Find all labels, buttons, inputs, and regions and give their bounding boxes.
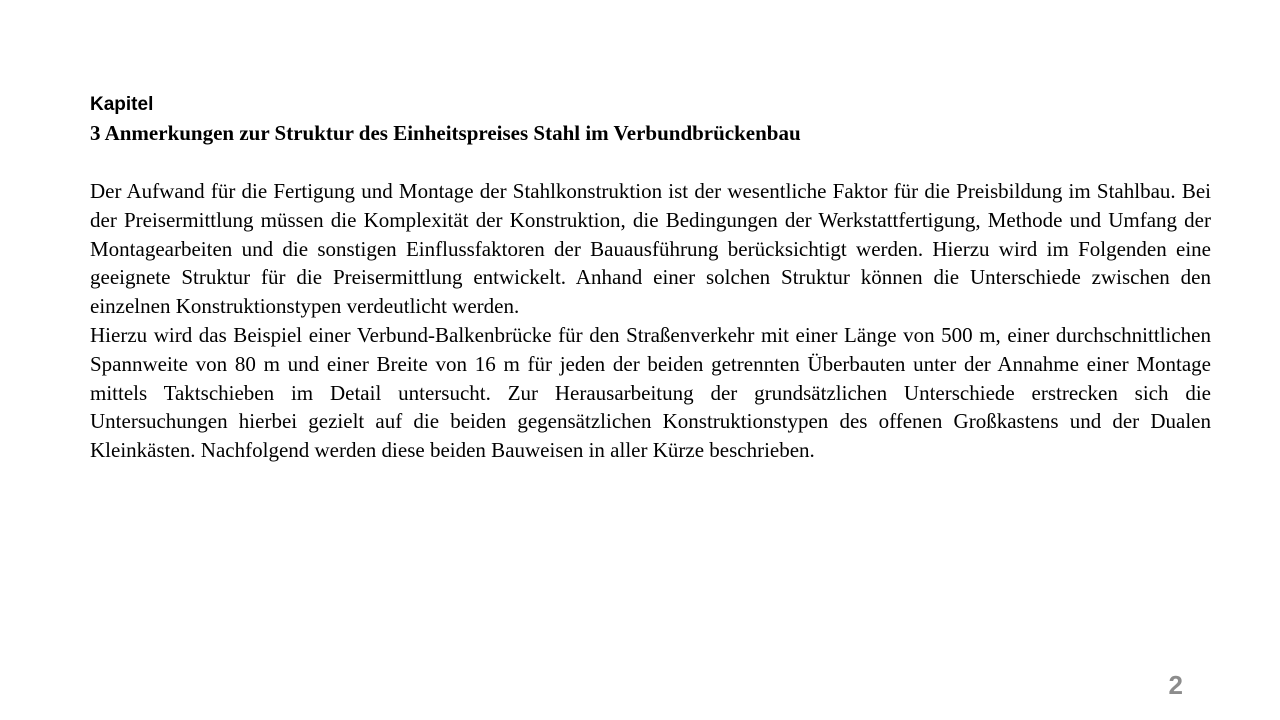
page-number: 2 bbox=[1168, 670, 1183, 700]
slide-content bbox=[90, 91, 1211, 465]
chapter-label: Kapitel bbox=[90, 94, 154, 115]
paragraph-example: Hierzu wird das Beispiel einer Verbund-Balkenbrücke für den Straßenverkehr mit einer Länge von 500 m, einer durchschnittlichen Spannweite von 80 m und einer Breite von 16 m für jeden der beiden getrennten Überbauten unter der Annahme einer Montage mittels Taktschieben im Detail untersucht. Zur Herausarbeitung der grundsätzlichen Unterschiede erstrecken sich die Untersuchungen hierbei gezielt auf die beiden gegensätzlichen Konstruktionstypen des offenen Großkastens und der Dualen Kleinkästen. Nachfolgend werden diese beiden Bauweisen in aller Kürze beschrieben. bbox=[90, 322, 1211, 463]
chapter-title: 3 Anmerkungen zur Struktur des Einheitspreises Stahl im Verbundbrückenbau bbox=[90, 121, 801, 145]
paragraph-intro: Der Aufwand für die Fertigung und Montage der Stahlkonstruktion ist der wesentliche Faktor für die Preisbildung im Stahlbau. Bei der Preisermittlung müssen die Komplexität der Konstruktion, die Bedingungen der Werkstattfertigung, Methode und Umfang der Montagearbeiten und die sonstigen Einflussfaktoren der Bauausführung berücksichtigt werden. Hierzu wird im Folgenden eine geeignete Struktur für die Preisermittlung entwickelt. Anhand einer solchen Struktur können die Unterschiede zwischen den einzelnen Konstruktionstypen verdeutlicht werden. bbox=[90, 179, 1211, 319]
